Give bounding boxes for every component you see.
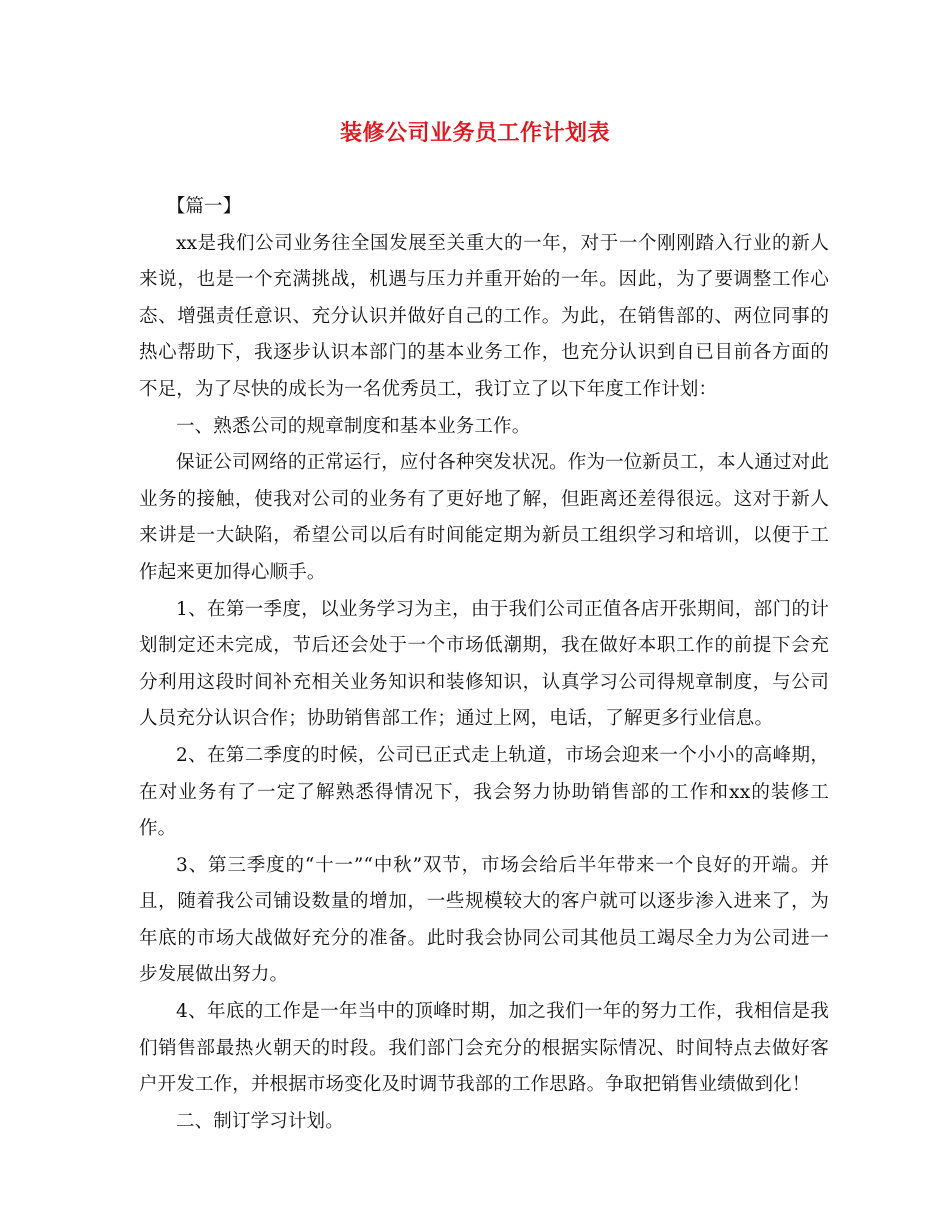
- paragraph-network: 保证公司网络的正常运行，应付各种突发状况。作为一位新员工，本人通过对此业务的接触，使我对公司的业务有了更好地了解，但距离还差得很远。这对于新人来讲是一大缺陷，希望公司以后有时间能定期为新员工组织学习和培训，以便于工作起来更加得心顺手。: [139, 452, 829, 583]
- paragraph-q2: 2、在第二季度的时候，公司已正式走上轨道，市场会迎来一个小小的高峰期，在对业务有了一定了解熟悉得情况下，我会努力协助销售部的工作和xx的装修工作。: [139, 744, 829, 840]
- paragraph-q3: 3、第三季度的“十一”“中秋”双节，市场会给后半年带来一个良好的开端。并且，随着我公司铺设数量的增加，一些规模较大的客户就可以逐步渗入进来了，为年底的市场大战做好充分的准备。此时我会协同公司其他员工竭尽全力为公司进一步发展做出努力。: [139, 854, 829, 986]
- document-title: 装修公司业务员工作计划表: [339, 120, 610, 146]
- document-body: [139, 189, 829, 1140]
- section-heading: 【篇一】: [166, 196, 242, 217]
- paragraph-intro: xx是我们公司业务往全国发展至关重大的一年，对于一个刚刚踏入行业的新人来说，也是一个充满挑战，机遇与压力并重开始的一年。因此，为了要调整工作心态、增强责任意识、充分认识并做好自己的工作。为此，在销售部的、两位同事的热心帮助下，我逐步认识本部门的基本业务工作，也充分认识到自已目前各方面的不足，为了尽快的成长为一名优秀员工，我订立了以下年度工作计划：: [139, 232, 829, 400]
- paragraph-q1: 1、在第一季度，以业务学习为主，由于我们公司正值各店开张期间，部门的计划制定还未完成，节后还会处于一个市场低潮期，我在做好本职工作的前提下会充分利用这段时间补充相关业务知识和装修知识，认真学习公司得规章制度，与公司人员充分认识合作；协助销售部工作；通过上网，电话，了解更多行业信息。: [139, 598, 829, 730]
- heading-familiarize: 一、熟悉公司的规章制度和基本业务工作。: [176, 415, 531, 437]
- heading-study-plan: 二、制订学习计划。: [176, 1110, 344, 1132]
- paragraph-q4: 4、年底的工作是一年当中的顶峰时期，加之我们一年的努力工作，我相信是我们销售部最热火朝天的时段。我们部门会充分的根据实际情况、时间特点去做好客户开发工作，并根据市场变化及时调节我部的工作思路。争取把销售业绩做到化！: [139, 1001, 829, 1096]
